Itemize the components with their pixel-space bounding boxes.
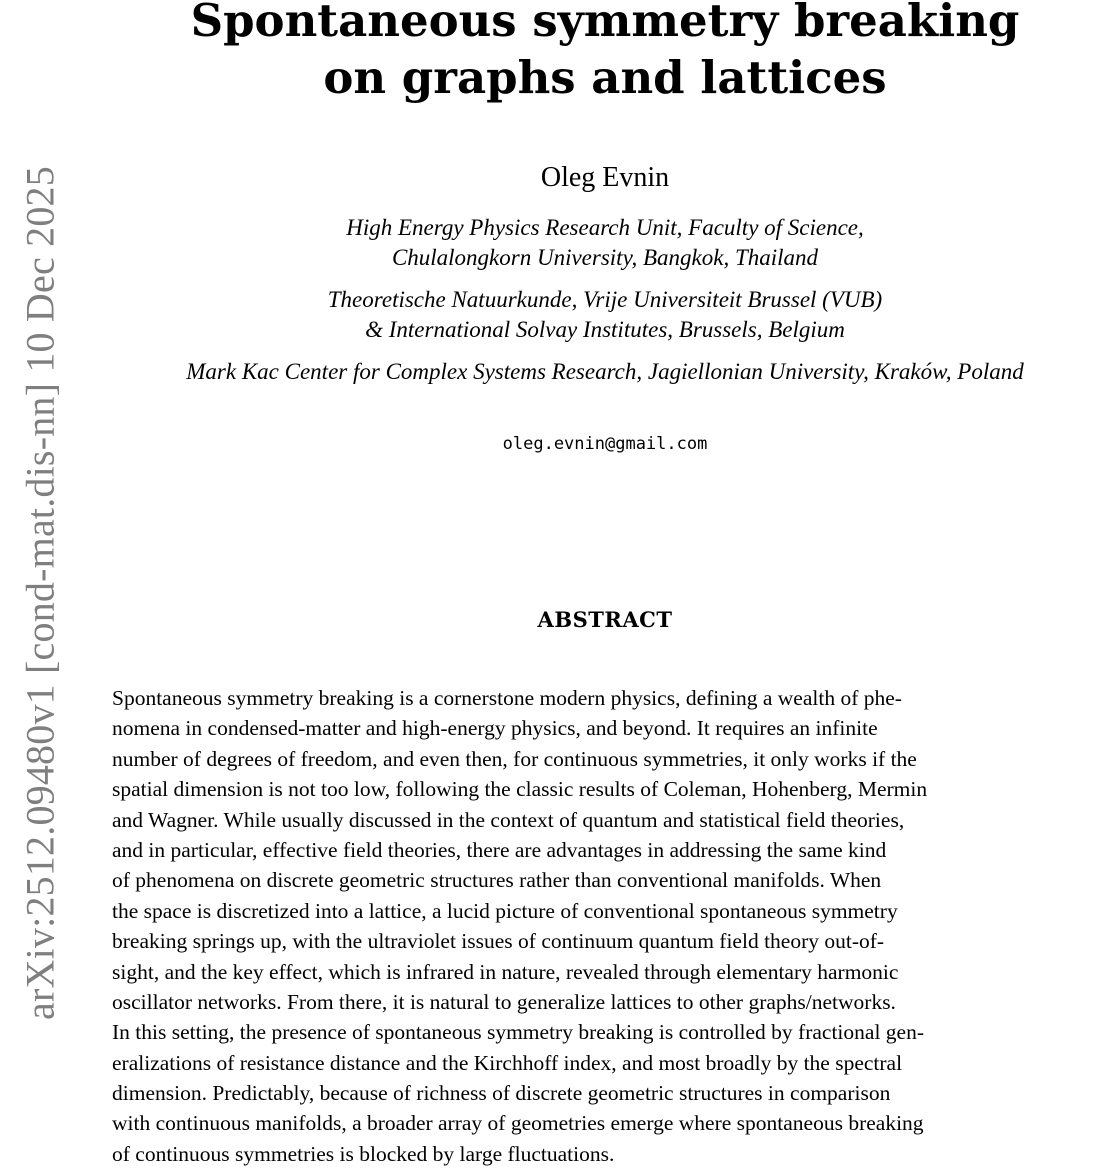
affiliation-line: Mark Kac Center for Complex Systems Research, Jagiellonian University, Kraków, Poland — [186, 359, 1024, 384]
abstract-line: and in particular, effective field theories, there are advantages in addressing the same kind — [112, 837, 887, 862]
title-line-1: Spontaneous symmetry breaking — [190, 0, 1020, 47]
arxiv-identifier-stamp: arXiv:2512.09480v1 [cond-mat.dis-nn] 10 Dec 2025 — [17, 166, 63, 1020]
abstract-line: of phenomena on discrete geometric structures rather than conventional manifolds. When — [112, 868, 882, 893]
paper-title — [112, 0, 1098, 106]
abstract-line: Spontaneous symmetry breaking is a cornerstone modern physics, defining a wealth of phe- — [112, 686, 902, 710]
affiliation-vub — [112, 285, 1098, 345]
abstract-line: sight, and the key effect, which is infrared in nature, revealed through elementary harmonic — [112, 959, 899, 984]
abstract-line: of continuous symmetries is blocked by large fluctuations. — [112, 1141, 615, 1166]
abstract-line: dimension. Predictably, because of richness of discrete geometric structures in comparison — [112, 1081, 891, 1106]
author-email: oleg.evnin@gmail.com — [502, 434, 708, 454]
affiliation-line: & International Solvay Institutes, Brussels, Belgium — [365, 317, 845, 342]
abstract-line: In this setting, the presence of spontaneous symmetry breaking is controlled by fractional gen- — [112, 1020, 925, 1045]
abstract-line: breaking springs up, with the ultraviolet issues of continuum quantum field theory out-of- — [112, 929, 885, 954]
affiliation-line: Chulalongkorn University, Bangkok, Thailand — [391, 245, 819, 270]
abstract-line: oscillator networks. From there, it is natural to generalize lattices to other graphs/networks. — [112, 989, 896, 1014]
abstract-line: eralizations of resistance distance and the Kirchhoff index, and most broadly by the spectral — [112, 1050, 903, 1075]
affiliation-line: Theoretische Natuurkunde, Vrije Universiteit Brussel (VUB) — [327, 287, 883, 312]
affiliation-jagiellonian — [112, 357, 1098, 387]
abstract-line: the space is discretized into a lattice, a lucid picture of conventional spontaneous symmetry — [112, 898, 898, 923]
abstract-line: number of degrees of freedom, and even then, for continuous symmetries, it only works if the — [112, 746, 917, 771]
author-name: Oleg Evnin — [540, 162, 670, 193]
abstract-line: and Wagner. While usually discussed in the context of quantum and statistical field theories, — [112, 807, 905, 832]
abstract-heading: ABSTRACT — [537, 607, 673, 632]
abstract-line: nomena in condensed-matter and high-energy physics, and beyond. It requires an infinite — [112, 716, 878, 741]
abstract-body — [112, 683, 1098, 1169]
title-line-2: on graphs and lattices — [323, 51, 887, 104]
affiliation-chulalongkorn — [112, 213, 1098, 273]
abstract-line: spatial dimension is not too low, following the classic results of Coleman, Hohenberg, Mermin — [112, 777, 928, 802]
affiliation-line: High Energy Physics Research Unit, Faculty of Science, — [346, 215, 864, 240]
abstract-line: with continuous manifolds, a broader array of geometries emerge where spontaneous breaking — [112, 1111, 924, 1136]
